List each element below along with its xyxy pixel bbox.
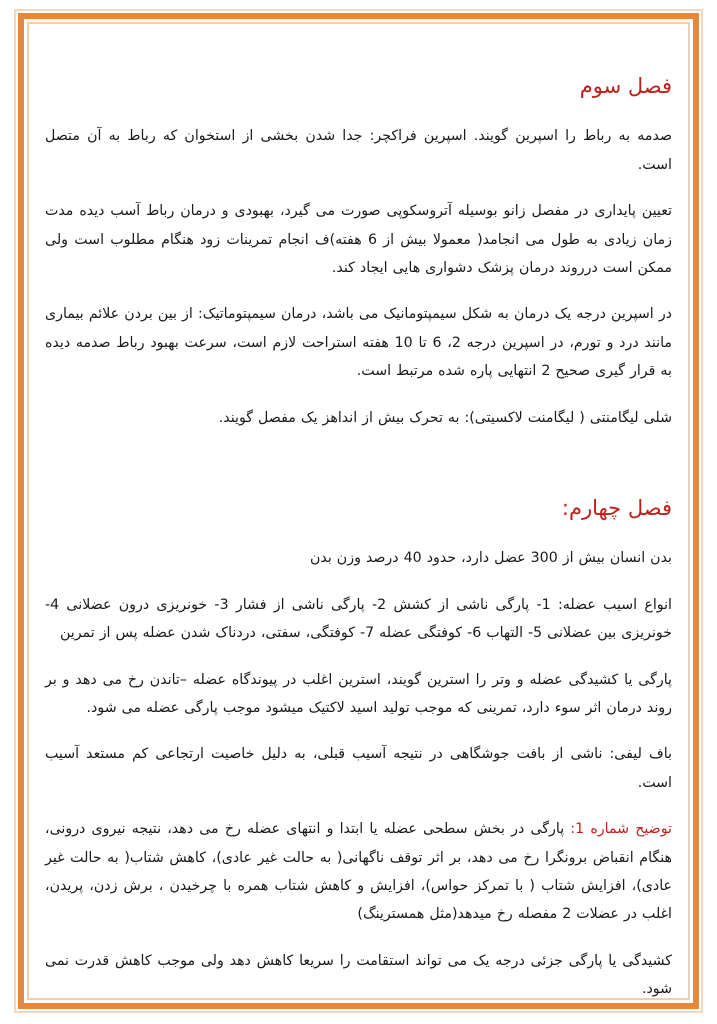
chapter-four-heading: فصل چهارم: [561, 496, 672, 520]
chapter-four-paragraph-1: بدن انسان بیش از 300 عضل دارد، حدود 40 درصد وزن بدن [309, 550, 672, 567]
chapter-four-section [45, 494, 672, 522]
chapter-four-paragraph-4: باف لیفی: ناشی از بافت جوشگاهی در نتیجه آسیب قبلی، به دلیل خاصیت ارتجاعی کم مستعد آسیب است. [45, 746, 672, 791]
chapter-three-section [45, 72, 672, 100]
note-body: پارگی در بخش سطحی عضله یا ابتدا و انتهای عضله رخ می دهد، نتیجه نیروی درونی، هنگام انقباض برونگرا رخ می دهد، بر اثر توقف ناگهانی( به حالت غیر عادی)، کاهش شتاب( به حالت غیر عادی)، افزایش شتاب ( با تمرکز حواس)، افزایش و کاهش شتاب همره با چرخیدن ، برش زدن، پریدن، اغلب در عضلات 2 مفصله رخ میدهد(مثل همسترینگ) [45, 821, 672, 923]
chapter-four-paragraph-2: انواع اسیب عضله: 1- پارگی ناشی از کشش 2- پارگی ناشی از فشار 3- خونریزی درون عضلانی 4- خونریزی بین عضلانی 5- التهاب 6- کوفتگی عضله 7- کوفتگی، سفتی، دردناک شدن عضله پس از تمرین [45, 596, 672, 642]
chapter-three-heading: فصل سوم [579, 74, 672, 98]
chapter-four-note [45, 815, 672, 929]
chapter-three-paragraph-2: تعیین پایداری در مفصل زانو بوسیله آتروسکوپی صورت می گیرد، بهبودی و درمان رباط آسب دیده مدت زمان زیادی به طول می انجامد( معمولا بیش از 6 هفته)ف انجام تمرینات زود هنگام مطلوب است ولی ممکن است درروند درمان پزشک دشواری هایی ایجاد کند. [45, 203, 672, 276]
chapter-three-paragraph-3: در اسپرین درجه یک درمان به شکل سیمپتومانیک می باشد، درمان سیمپتوماتیک: از بین بردن علائم بیماری مانند درد و تورم، در اسپرین درجه 2، 6 تا 10 هفته استراحت لازم است، سرعت بهبود رباط صدمه دیده به قرار گیری صحیح 2 انتهایی پاره شده مرتبط است. [45, 306, 673, 380]
document-content [45, 34, 673, 998]
chapter-three-paragraph-4: شلی لیگامنتی ( لیگامنت لاکسیتی): به تحرک بیش از انداهز یک مفصل گویند. [218, 409, 672, 426]
note-label: توضیح شماره 1: [570, 821, 672, 838]
chapter-four-closing-paragraph: کشیدگی یا پارگی جزئی درجه یک می تواند استقامت را سریعا کاهش دهد ولی موجب کاهش قدرت نمی شود. [45, 952, 672, 998]
chapter-three-paragraph-1: صدمه به رباط را اسپرین گویند. اسپرین فراکچر: جدا شدن بخشی از استخوان که رباط به آن متصل است. [45, 128, 672, 173]
chapter-four-paragraph-3: پارگی یا کشیدگی عضله و وتر را استرین گویند، استرین اغلب در پیوندگاه عضله –تاندن رخ می دهد و بر روند درمان اثر سوء دارد، تمرینی که موجب تولید اسید لاکتیک میشود موجب پارگی عضله می شود. [45, 671, 672, 716]
